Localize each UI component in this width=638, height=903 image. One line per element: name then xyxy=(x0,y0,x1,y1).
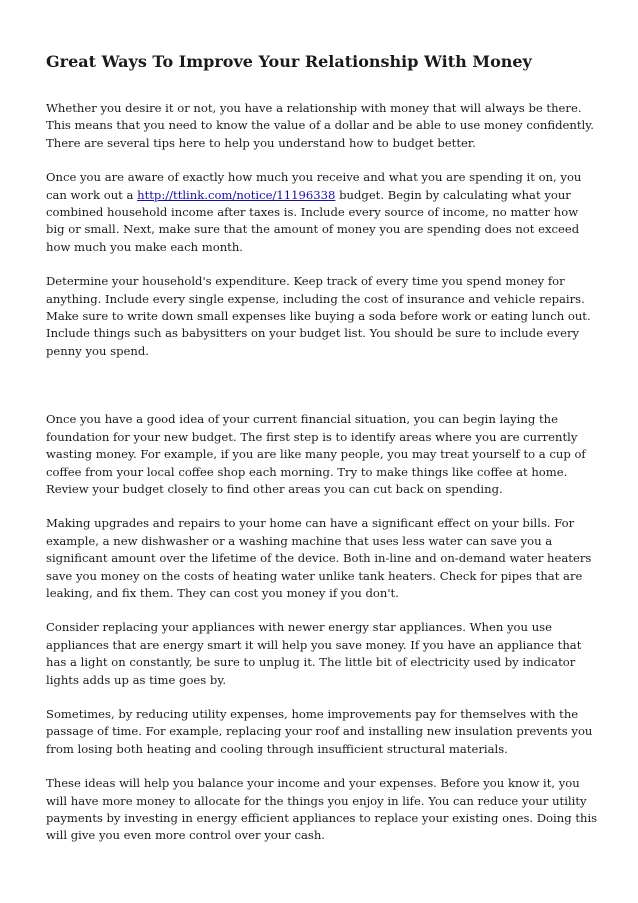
paragraph-intro: Whether you desire it or not, you have a relationship with money that will always be there. This means that you need to know the value of a dollar and be able to use money confidently. There are several tips here to help you understand how to budget better. xyxy=(46,101,594,150)
document-title: Great Ways To Improve Your Relationship With Money xyxy=(46,52,532,71)
blank-gap xyxy=(46,377,598,411)
paragraph-appliances: Consider replacing your appliances with newer energy star appliances. When you use appliances that are energy smart it will help you save money. If you have an appliance that has a light on constantly, be sure to unplug it. The little bit of electricity used by indicator lights adds up as time goes by. xyxy=(46,620,582,687)
paragraph-conclusion: These ideas will help you balance your income and your expenses. Before you know it, you will have more money to allocate for the things you enjoy in life. You can reduce your utility payments by investing in energy efficient appliances to replace your existing ones. Doing this will give you even more control over your cash. xyxy=(46,776,598,843)
paragraph-budget xyxy=(46,169,598,256)
paragraph-foundation: Once you have a good idea of your current financial situation, you can begin laying the foundation for your new budget. The first step is to identify areas where you are currently wasting money. For example, if you are like many people, you may treat yourself to a cup of coffee from your local coffee shop each morning. Try to make things like coffee at home. Review your budget closely to find other areas you can cut back on spending. xyxy=(46,412,586,496)
document-page xyxy=(46,0,598,862)
paragraph-budget-after: budget. Begin by calculating what your combined household income after taxes is. Include every source of income, no matter how big or small. Next, make sure that the amount of money you are spending does not exceed how much you make each month. xyxy=(46,187,580,254)
budget-link[interactable]: http://ttlink.com/notice/11196338 xyxy=(137,187,336,202)
document-body xyxy=(46,100,598,845)
paragraph-upgrades: Making upgrades and repairs to your home can have a significant effect on your bills. For example, a new dishwasher or a washing machine that uses less water can save you a significant amount over the lifetime of the device. Both in-line and on-demand water heaters save you money on the costs of heating water unlike tank heaters. Check for pipes that are leaking, and fix them. They can cost you money if you don't. xyxy=(46,516,592,600)
paragraph-budget-before: Once you are aware of exactly how much you receive and what you are spending it on, you can work out a xyxy=(46,170,582,202)
paragraph-expenditure: Determine your household's expenditure. Keep track of every time you spend money for anything. Include every single expense, including the cost of insurance and vehicle repairs. Make sure to write down small expenses like buying a soda before work or eating lunch out. Include things such as babysitters on your budget list. You should be sure to include every penny you spend. xyxy=(46,274,591,358)
paragraph-utility: Sometimes, by reducing utility expenses, home improvements pay for themselves with the passage of time. For example, replacing your roof and installing new insulation prevents you from losing both heating and cooling through insufficient structural materials. xyxy=(46,706,593,756)
